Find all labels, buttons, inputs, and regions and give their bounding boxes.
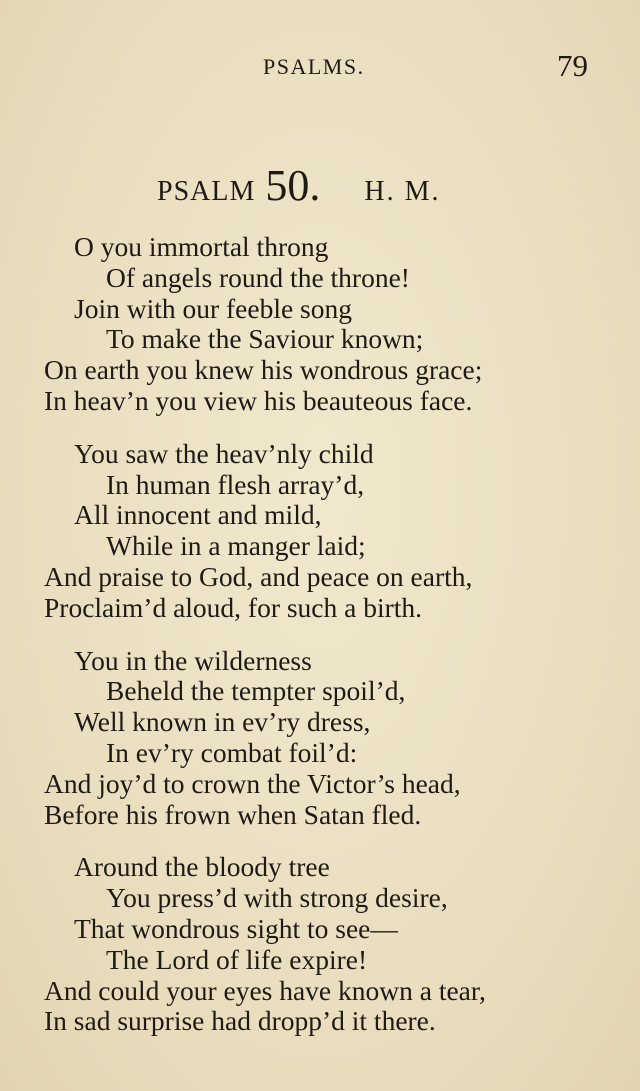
verse-line: The Lord of life expire! bbox=[106, 943, 368, 975]
verse-line: To make the Saviour known; bbox=[106, 323, 424, 355]
verse-line: In human flesh array’d, bbox=[106, 468, 365, 500]
psalm-meter: H. M. bbox=[364, 176, 441, 207]
verse-line: That wondrous sight to see— bbox=[74, 912, 398, 944]
verse-line: O you immortal throng bbox=[74, 231, 329, 262]
verse-line: And praise to God, and peace on earth, bbox=[44, 560, 473, 592]
verse-line: All innocent and mild, bbox=[74, 499, 322, 531]
verse-line: And could your eyes have known a tear, bbox=[44, 974, 486, 1006]
verse-line: On earth you knew his wondrous grace; bbox=[44, 354, 483, 386]
verse-line: You press’d with strong desire, bbox=[106, 882, 448, 914]
hymn-text bbox=[0, 232, 640, 1059]
verse-line: You in the wilderness bbox=[74, 644, 312, 676]
stanza-1 bbox=[0, 232, 640, 417]
stanza-4 bbox=[0, 852, 640, 1037]
running-head-title: PSALMS. bbox=[263, 54, 365, 79]
verse-line: And joy’d to crown the Victor’s head, bbox=[44, 767, 461, 799]
verse-line: In ev’ry combat foil’d: bbox=[106, 736, 358, 768]
verse-line: Of angels round the throne! bbox=[106, 261, 410, 293]
verse-line: Join with our feeble song bbox=[74, 292, 353, 324]
psalm-label: PSALM bbox=[157, 176, 256, 207]
page-number: 79 bbox=[557, 48, 588, 83]
stanza-2 bbox=[0, 439, 640, 624]
running-head bbox=[0, 48, 640, 83]
verse-line: In heav’n you view his beauteous face. bbox=[44, 384, 473, 416]
stanza-3 bbox=[0, 646, 640, 831]
verse-line: You saw the heav’nly child bbox=[74, 437, 374, 469]
psalm-heading bbox=[157, 160, 441, 211]
psalm-number: 50. bbox=[265, 161, 321, 210]
verse-line: Proclaim’d aloud, for such a birth. bbox=[44, 591, 423, 623]
verse-line: Beheld the tempter spoil’d, bbox=[106, 675, 406, 707]
verse-line: Before his frown when Satan fled. bbox=[44, 798, 422, 830]
verse-line: Around the bloody tree bbox=[74, 851, 330, 883]
verse-line: In sad surprise had dropp’d it there. bbox=[44, 1005, 436, 1037]
verse-line: While in a manger laid; bbox=[106, 530, 366, 562]
verse-line: Well known in ev’ry dress, bbox=[74, 706, 371, 738]
